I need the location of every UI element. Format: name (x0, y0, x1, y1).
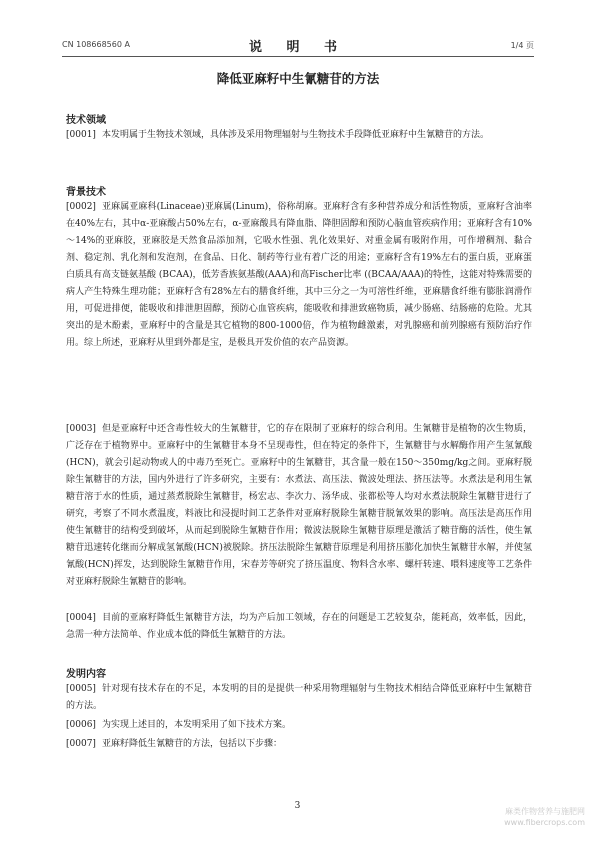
section-heading-tech-field: 技术领域 (66, 115, 106, 126)
paragraph-number: [0002] (66, 202, 96, 212)
document-title: 降低亚麻籽中生氰糖苷的方法 (216, 71, 380, 86)
watermark (504, 806, 585, 828)
paragraph-text: 但是亚麻籽中还含毒性较大的生氰糖苷，它的存在限制了亚麻籽的综合利用。生氰糖苷是植物的次生物质，广泛存在于植物界中。亚麻籽中的生氰糖苷本身不呈现毒性，但在特定的条件下，生氰糖苷与水解酶作用产生氢氰酸(HCN)，就会引起动物或人的中毒乃至死亡。亚麻籽中的生氰糖苷，其含量一般在150～350mg/kg之间。亚麻籽脱除生氰糖苷的方法，国内外进行了许多研究，主要有：水煮法、高压法、微波处理法、挤压法等。水煮法是利用生氰糖苷溶于水的性质，通过蒸煮脱除生氰糖苷，杨宏志、李次力、汤华成、张都松等人均对水煮法脱除生氰糖苷进行了研究，考察了不同水煮温度，料液比和浸提时间工艺条件对亚麻籽脱除生氰糖苷脱氰效果的影响。高压法是高压作用使生氰糖苷的结构受到破坏，从而起到脱除生氰糖苷作用；微波法脱除生氰糖苷原理是激活了糖苷酶的活性，使生氰糖苷迅速转化继而分解成氢氰酸(HCN)被脱除。挤压法脱除生氰糖苷原理是利用挤压膨化加快生氰糖苷水解，并使氢氰酸(HCN)挥发，达到脱除生氰糖苷作用，宋春芳等研究了挤压温度、物料含水率、螺杆转速、喂料速度等工艺条件对亚麻籽脱除生氰糖苷的影响。 (66, 424, 532, 587)
paragraph-0007 (66, 736, 532, 753)
publication-number: CN 108668560 A (62, 40, 130, 49)
paragraph-text: 亚麻属亚麻科(Linaceae)亚麻属(Linum)，俗称胡麻。亚麻籽含有多种营养成分和活性物质，亚麻籽含油率在40%左右，其中α-亚麻酸占50%左右，α-亚麻酸具有降血脂、降胆固醇和预防心脑血管疾病作用；亚麻籽含有10%～14%的亚麻胶，亚麻胶是天然食品添加剂，它吸水性强、乳化效果好、对重金属有吸附作用，可作增稠剂、黏合剂、稳定剂、乳化剂和发泡剂，在食品、日化、制药等行业有着广泛的用途；亚麻籽含有19%左右的蛋白质，亚麻蛋白质具有高支链氨基酸 (BCAA)，低芳香族氨基酸(AAA)和高Fischer比率 ((BCAA/AAA)的特性，这能对特殊需要的病人产生特殊生理功能；亚麻籽含有28%左右的膳食纤维，其中三分之一为可溶性纤维，亚麻膳食纤维有膨胀润滑作用，可促进排便，能吸收和排泄胆固醇，预防心血管疾病，能吸收和排泄致癌物质，减少肠癌、结肠癌的危险。尤其突出的是木酚素，亚麻籽中的含量是其它植物的800-1000倍，作为植物雌激素，对乳腺癌和前列腺癌有预防治疗作用。综上所述，亚麻籽从里到外都是宝，是极具开发价值的农产品资源。 (66, 202, 532, 348)
section-heading-invention: 发明内容 (66, 669, 106, 680)
paragraph-number: [0003] (66, 424, 96, 434)
section-heading-background: 背景技术 (66, 187, 106, 198)
paragraph-number: [0001] (66, 130, 96, 140)
paragraph-text: 本发明属于生物技术领域，具体涉及采用物理辐射与生物技术手段降低亚麻籽中生氰糖苷的方法。 (101, 130, 489, 140)
paragraph-number: [0005] (66, 684, 96, 694)
paragraph-0002 (66, 199, 532, 352)
watermark-title: 麻类作物营养与施肥网 (505, 807, 585, 816)
paragraph-text: 为实现上述目的，本发明采用了如下技术方案。 (101, 720, 291, 730)
paragraph-0001 (66, 127, 532, 144)
page-indicator: 1/4 页 (510, 41, 534, 50)
page-number: 3 (294, 801, 301, 811)
page-header (62, 36, 534, 55)
paragraph-number: [0004] (66, 613, 96, 623)
document-type: 说 明 书 (248, 40, 348, 55)
watermark-url: www.fibercrops.com (504, 818, 585, 827)
paragraph-0006 (66, 717, 532, 734)
paragraph-0003 (66, 421, 532, 591)
header-rule (62, 56, 534, 57)
paragraph-text: 亚麻籽降低生氰糖苷的方法，包括以下步骤： (101, 739, 282, 749)
paragraph-number: [0007] (66, 739, 96, 749)
paragraph-text: 针对现有技术存在的不足，本发明的目的是提供一种采用物理辐射与生物技术相结合降低亚麻籽中生氰糖苷的方法。 (66, 684, 532, 711)
paragraph-0004 (66, 610, 532, 644)
paragraph-0005 (66, 681, 532, 715)
paragraph-number: [0006] (66, 720, 96, 730)
paragraph-text: 目前的亚麻籽降低生氰糖苷方法，均为产后加工领域，存在的问题是工艺较复杂，能耗高，效率低，因此，急需一种方法简单、作业成本低的降低生氰糖苷的方法。 (66, 613, 532, 640)
